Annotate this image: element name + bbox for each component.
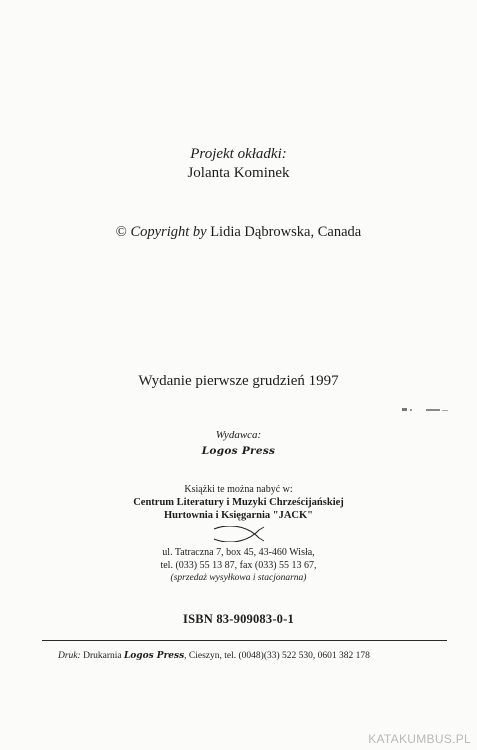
copyright-symbol: © <box>115 224 127 240</box>
publisher-label: Wydawca: <box>215 429 262 441</box>
edition-line: Wydanie pierwsze grudzień 1997 <box>138 373 339 389</box>
printer-label: Druk: <box>58 651 81 661</box>
publisher-logo: Logos Press <box>201 445 276 457</box>
cover-designer-name: Jolanta Kominek <box>187 165 290 181</box>
ichthys-fish-icon <box>212 526 266 542</box>
divider-line <box>42 640 447 641</box>
isbn-number: ISBN 83-909083-0-1 <box>183 612 294 626</box>
printer-details: , Cieszyn, tel. (0048)(33) 522 530, 0601 382 178 <box>184 651 370 661</box>
scan-smudge <box>402 407 450 413</box>
store-name-line2: Hurtownia i Księgarnia "JACK" <box>163 510 314 521</box>
store-name-line1: Centrum Literatury i Muzyki Chrześcijańskiej <box>133 497 344 508</box>
copyright-phrase: Copyright by <box>130 224 207 240</box>
printer-line <box>58 651 458 661</box>
site-watermark: KATAKUMBUS.PL <box>368 732 471 746</box>
store-phones: tel. (033) 55 13 87, fax (033) 55 13 67, <box>160 560 317 571</box>
availability-intro: Książki te można nabyć w: <box>184 484 293 495</box>
copyright-line <box>0 224 477 241</box>
store-address: ul. Tatraczna 7, box 45, 43-460 Wisła, <box>162 547 315 558</box>
copyright-holder: Lidia Dąbrowska, Canada <box>210 224 362 240</box>
printer-logo: Logos Press <box>123 651 185 661</box>
printer-prefix: Drukarnia <box>83 651 122 661</box>
cover-design-label: Projekt okładki: <box>190 146 287 162</box>
sales-note: (sprzedaż wysyłkowa i stacjonarna) <box>170 573 307 583</box>
